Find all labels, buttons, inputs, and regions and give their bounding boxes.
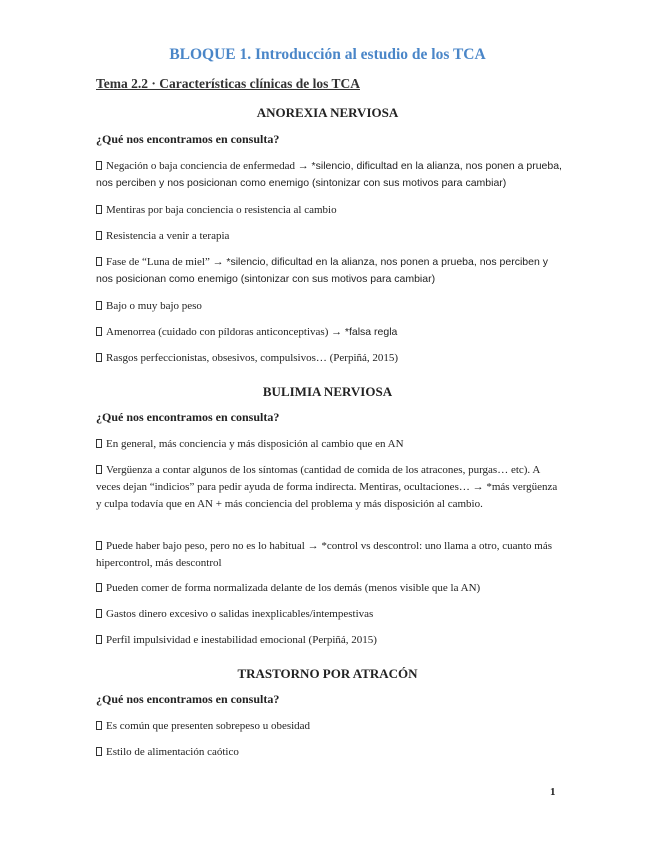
list-item: Perfil impulsividad e inestabilidad emocional (Perpiñá, 2015) (96, 632, 564, 649)
list-item: Amenorrea (cuidado con píldoras anticonceptivas) → *falsa regla (96, 324, 564, 341)
section-question: ¿Qué nos encontramos en consulta? (96, 132, 280, 146)
list-item: Rasgos perfeccionistas, obsesivos, compulsivos… (Perpiñá, 2015) (96, 350, 564, 367)
section-question: ¿Qué nos encontramos en consulta? (96, 410, 280, 424)
checkbox-glyph-icon (96, 609, 102, 618)
checkbox-glyph-icon (96, 205, 102, 214)
checkbox-glyph-icon (96, 747, 102, 756)
checkbox-glyph-icon (96, 465, 102, 474)
document-title: BLOQUE 1. Introducción al estudio de los TCA (169, 46, 486, 63)
checkbox-glyph-icon (96, 353, 102, 362)
section-question: ¿Qué nos encontramos en consulta? (96, 692, 280, 706)
list-item: Vergüenza a contar algunos de los síntomas (cantidad de comida de los atracones, purgas… etc). A veces dejan “indicios” para pedir ayuda de forma indirecta. Mentiras, ocultaciones… → *más vergüenza y culpa todavía que en AN + más conciencia del problema y más disposición al cambio. (96, 464, 558, 510)
list-item: Fase de “Luna de miel” → *silencio, dificultad en la alianza, nos ponen a prueba, nos perciben y nos posicionan como enemigo (sintonizar con sus motivos para cambiar) (96, 256, 548, 285)
list-item: En general, más conciencia y más disposición al cambio que en AN (96, 436, 564, 453)
section-title-anorexia: ANOREXIA NERVIOSA (256, 105, 399, 120)
section-title-atracon: TRASTORNO POR ATRACÓN (237, 666, 418, 681)
checkbox-glyph-icon (96, 257, 102, 266)
list-item: Estilo de alimentación caótico (96, 744, 564, 761)
checkbox-glyph-icon (96, 541, 102, 550)
checkbox-glyph-icon (96, 161, 102, 170)
checkbox-glyph-icon (96, 721, 102, 730)
list-item: Bajo o muy bajo peso (96, 298, 564, 315)
list-item: Gastos dinero excesivo o salidas inexplicables/intempestivas (96, 606, 564, 623)
checkbox-glyph-icon (96, 301, 102, 310)
checkbox-glyph-icon (96, 327, 102, 336)
page-number: 1 (550, 786, 556, 798)
checkbox-glyph-icon (96, 635, 102, 644)
list-item: Mentiras por baja conciencia o resistencia al cambio (96, 202, 564, 219)
list-item: Puede haber bajo peso, pero no es lo habitual → *control vs descontrol: uno llama a otro, cuanto más hipercontrol, más descontrol (96, 540, 552, 569)
list-item: Negación o baja conciencia de enfermedad → *silencio, dificultad en la alianza, nos ponen a prueba, nos perciben y nos posicionan como enemigo (sintonizar con sus motivos para cambiar) (96, 160, 562, 189)
section-title-bulimia: BULIMIA NERVIOSA (262, 384, 393, 399)
list-item: Resistencia a venir a terapia (96, 228, 564, 245)
list-item: Es común que presenten sobrepeso u obesidad (96, 718, 564, 735)
checkbox-glyph-icon (96, 583, 102, 592)
list-item: Pueden comer de forma normalizada delante de los demás (menos visible que la AN) (96, 580, 564, 597)
checkbox-glyph-icon (96, 439, 102, 448)
topic-heading: Tema 2.2 · Características clínicas de los TCA (96, 76, 360, 91)
checkbox-glyph-icon (96, 231, 102, 240)
